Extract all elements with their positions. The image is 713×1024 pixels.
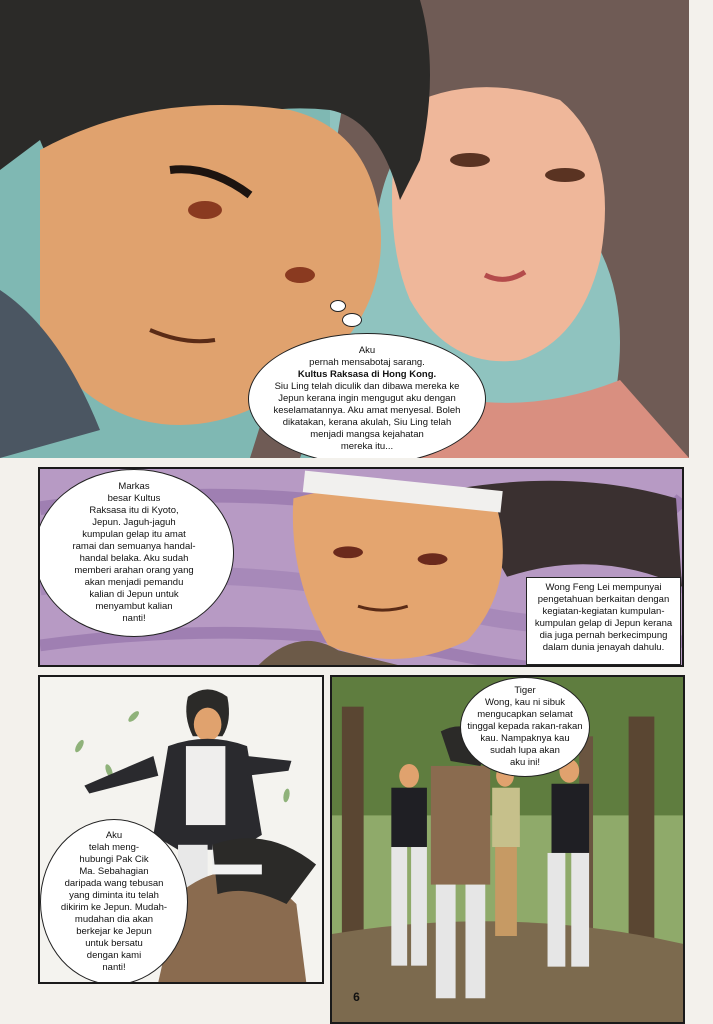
bubble-line: mudahan dia akan xyxy=(74,914,154,925)
panel-3 xyxy=(38,675,324,984)
speech-bubble-panel-4 xyxy=(460,677,590,777)
thought-dot xyxy=(330,300,346,312)
panel-1 xyxy=(0,0,689,458)
bubble-line: Markas xyxy=(118,481,150,492)
bubble-line: Jepun. Jaguh-jaguh xyxy=(92,517,176,528)
bubble-line: mereka itu... xyxy=(340,441,394,452)
bubble-line: Ma. Sebahagian xyxy=(79,866,149,877)
bubble-line: ramai dan semuanya handal- xyxy=(72,541,196,552)
bubble-line: Raksasa itu di Kyoto, xyxy=(89,505,179,516)
caption-line: dalam dunia jenayah dahulu. xyxy=(542,642,665,653)
caption-line: kumpulan gelap di Jepun kerana xyxy=(534,618,673,629)
bubble-line: tinggal kepada rakan-rakan xyxy=(467,721,583,732)
bubble-line: Wong, kau ni sibuk xyxy=(484,697,566,708)
bubble-line: dikirim ke Jepun. Mudah- xyxy=(60,902,168,913)
speech-bubble-panel-1 xyxy=(248,333,486,458)
bubble-line: nanti! xyxy=(122,613,146,624)
thought-dot xyxy=(342,313,362,327)
bubble-line: daripada wang tebusan xyxy=(64,878,164,889)
bubble-line: Tiger xyxy=(514,685,536,696)
caption-line: kegiatan-kegiatan kumpulan- xyxy=(542,606,665,617)
bubble-line: nanti! xyxy=(102,962,126,973)
bubble-line: pernah mensabotaj sarang. xyxy=(309,357,425,368)
panel-2 xyxy=(38,467,684,667)
page-number: 6 xyxy=(353,990,360,1004)
bubble-line: akan menjadi pemandu xyxy=(84,577,184,588)
bubble-line: kumpulan gelap itu amat xyxy=(82,529,186,540)
bubble-line: Aku xyxy=(358,345,376,356)
bubble-line: kau. Nampaknya kau xyxy=(480,733,570,744)
bubble-line: handal belaka. Aku sudah xyxy=(79,553,189,564)
bubble-line: yang diminta itu telah xyxy=(69,890,159,901)
bubble-line: sudah lupa akan xyxy=(490,745,560,756)
bubble-line: menyambut kalian xyxy=(95,601,173,612)
caption-line: pengetahuan berkaitan dengan xyxy=(537,594,670,605)
panel-4 xyxy=(330,675,685,1024)
bubble-line: telah meng- xyxy=(88,842,140,853)
bubble-line: untuk bersatu xyxy=(85,938,143,949)
bubble-line: kalian di Jepun untuk xyxy=(89,589,179,600)
bubble-line: Siu Ling telah diculik dan dibawa mereka ke xyxy=(274,381,460,392)
bubble-line: Aku xyxy=(105,830,123,841)
speech-bubble-panel-2 xyxy=(38,469,234,637)
bubble-line: mengucapkan selamat xyxy=(477,709,573,720)
speech-bubble-panel-3 xyxy=(40,819,188,984)
bubble-line: memberi arahan orang yang xyxy=(74,565,194,576)
bubble-line: Kultus Raksasa di Hong Kong. xyxy=(297,369,437,380)
bubble-line: aku ini! xyxy=(509,757,541,768)
bubble-line: besar Kultus xyxy=(107,493,161,504)
caption-box-panel-2 xyxy=(526,577,681,665)
caption-line: Wong Feng Lei mempunyai xyxy=(545,582,662,593)
caption-line: dia juga pernah berkecimpung xyxy=(539,630,668,641)
bubble-line: hubungi Pak Cik xyxy=(79,854,149,865)
bubble-line: berkejar ke Jepun xyxy=(76,926,152,937)
bubble-line: Jepun kerana ingin mengugut aku dengan xyxy=(278,393,456,404)
bubble-line: keselamatannya. Aku amat menyesal. Boleh xyxy=(273,405,461,416)
bubble-line: dikatakan, kerana akulah, Siu Ling telah xyxy=(282,417,452,428)
bubble-line: menjadi mangsa kejahatan xyxy=(310,429,424,440)
bubble-line: dengan kami xyxy=(86,950,142,961)
